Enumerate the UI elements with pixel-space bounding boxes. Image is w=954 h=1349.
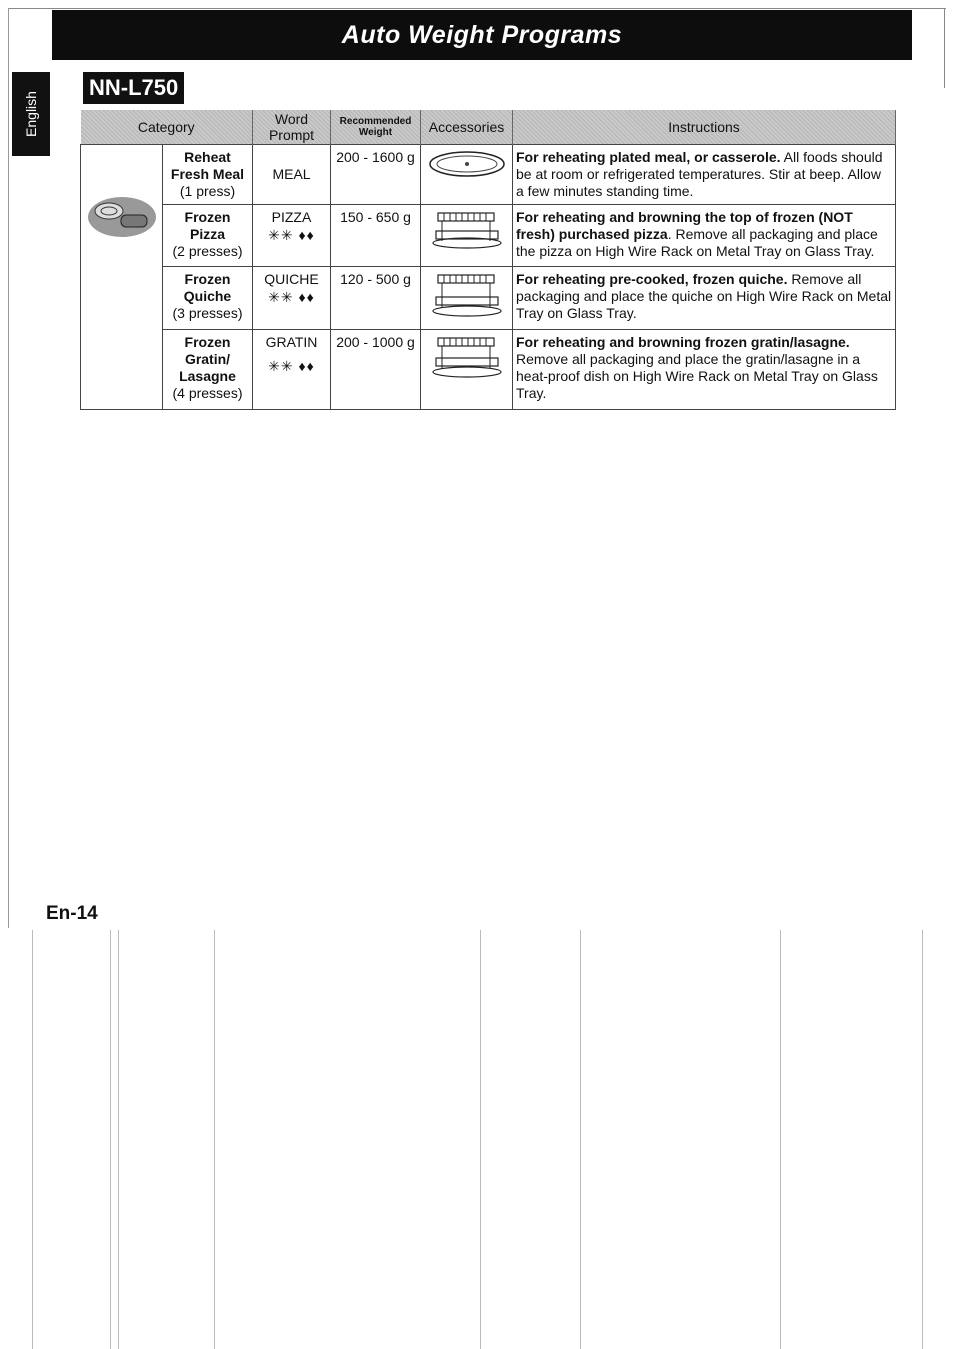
weight-cell: 200 - 1600 g	[331, 145, 421, 205]
category-cell	[163, 267, 253, 330]
category-name: Frozen Pizza	[184, 209, 231, 242]
category-presses: (2 presses)	[172, 243, 243, 259]
power-level-symbols: ✳✳ ♦♦	[268, 358, 315, 374]
category-presses: (1 press)	[179, 183, 236, 199]
accessory-cell	[421, 330, 513, 410]
table-header-row	[81, 110, 896, 145]
instruction-cell	[513, 205, 896, 267]
reheat-food-icon	[85, 191, 159, 241]
instruction-text: All foods should be at room or refrigerated temperatures. Stir at beep. Allow a few minutes standing time.	[516, 149, 883, 199]
weight-cell: 200 - 1000 g	[331, 330, 421, 410]
header-recommended-weight: Recommended Weight	[331, 110, 421, 145]
header-instructions: Instructions	[513, 110, 896, 145]
word-prompt: PIZZA	[271, 209, 312, 225]
instruction-cell	[513, 145, 896, 205]
instruction-bold: For reheating and browning frozen gratin/lasagne.	[516, 334, 850, 350]
instruction-text: Remove all packaging and place the quiche on High Wire Rack on Metal Tray on Glass Tray.	[516, 271, 892, 321]
page-number: En-14	[46, 903, 98, 924]
word-prompt: GRATIN	[265, 334, 318, 350]
header-accessories: Accessories	[421, 110, 513, 145]
accessory-cell	[421, 145, 513, 205]
accessory-cell	[421, 205, 513, 267]
scan-line	[118, 930, 119, 1349]
prompt-cell	[253, 267, 331, 330]
prompt-cell	[253, 330, 331, 410]
scan-line	[580, 930, 581, 1349]
glass-tray-icon	[427, 149, 507, 179]
programs-table	[80, 110, 896, 410]
prompt-cell	[253, 145, 331, 205]
power-level-symbols: ✳✳ ♦♦	[268, 289, 315, 305]
scan-line	[32, 930, 33, 1349]
instruction-text: Remove all packaging and place the gratin/lasagne in a heat-proof dish on High Wire Rack on Metal Tray on Glass Tray.	[516, 351, 878, 401]
scan-line	[110, 930, 111, 1349]
scan-line	[214, 930, 215, 1349]
word-prompt: QUICHE	[264, 271, 319, 287]
category-cell	[163, 205, 253, 267]
scan-line	[480, 930, 481, 1349]
category-name: Reheat Fresh Meal	[170, 149, 245, 182]
instruction-cell	[513, 267, 896, 330]
header-word-prompt: Word Prompt	[253, 110, 331, 145]
model-badge: NN-L750	[83, 72, 184, 104]
instruction-bold: For reheating plated meal, or casserole.	[516, 149, 781, 165]
instruction-text: . Remove all packaging and place the pizza on High Wire Rack on Metal Tray on Glass Tray.	[516, 226, 878, 259]
category-cell	[163, 330, 253, 410]
instruction-cell	[513, 330, 896, 410]
scan-line	[922, 930, 923, 1349]
right-rule	[944, 8, 945, 88]
word-prompt: MEAL	[272, 166, 311, 182]
weight-cell: 150 - 650 g	[331, 205, 421, 267]
left-rule	[8, 8, 9, 928]
table-row	[81, 205, 896, 267]
wire-rack-metal-tray-icon	[430, 271, 504, 319]
top-rule	[8, 8, 946, 9]
scan-line	[780, 930, 781, 1349]
header-category: Category	[81, 110, 253, 145]
instruction-bold: For reheating and browning the top of frozen (NOT fresh) purchased pizza	[516, 209, 853, 242]
table-row	[81, 330, 896, 410]
wire-rack-metal-tray-icon	[430, 209, 504, 251]
category-presses: (3 presses)	[172, 305, 243, 321]
instruction-bold: For reheating pre-cooked, frozen quiche.	[516, 271, 788, 287]
category-presses: (4 presses)	[172, 385, 243, 401]
page-title: Auto Weight Programs	[341, 21, 623, 49]
category-name: Frozen Quiche	[183, 271, 232, 304]
language-tab	[12, 72, 50, 156]
category-name: Frozen Gratin/ Lasagne	[179, 334, 236, 384]
category-icon-cell	[81, 145, 163, 410]
power-level-symbols: ✳✳ ♦♦	[268, 227, 315, 243]
table-row	[81, 267, 896, 330]
wire-rack-metal-tray-icon	[430, 334, 504, 380]
language-label: English	[23, 91, 39, 137]
header-bar	[52, 10, 912, 60]
weight-cell: 120 - 500 g	[331, 267, 421, 330]
category-cell	[163, 145, 253, 205]
prompt-cell	[253, 205, 331, 267]
accessory-cell	[421, 267, 513, 330]
table-row	[81, 145, 896, 205]
